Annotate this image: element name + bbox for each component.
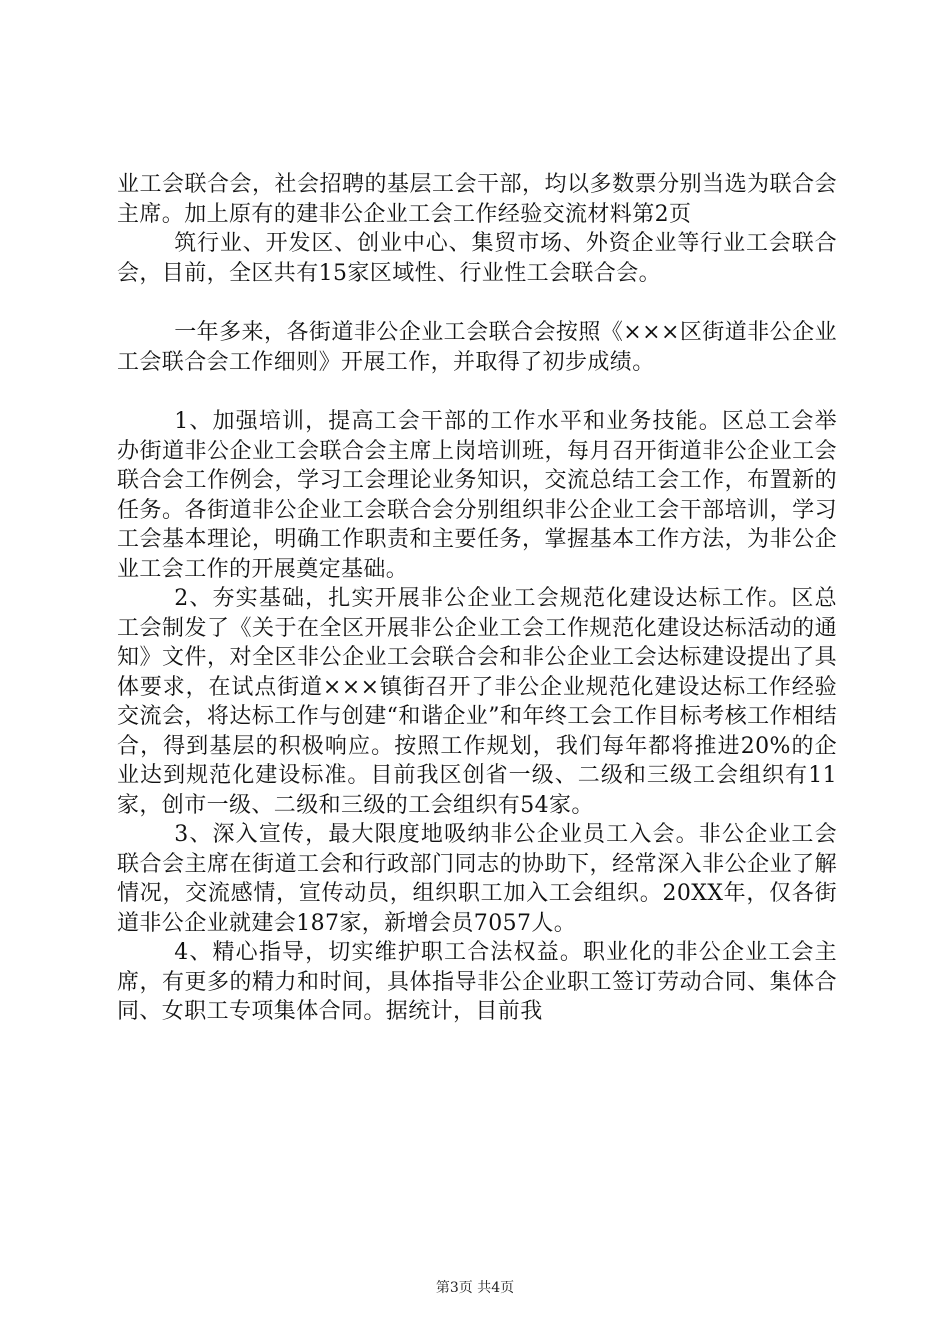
paragraph-federations: 筑行业、开发区、创业中心、集贸市场、外资企业等行业工会联合会，目前，全区共有15家区域性、行业性工会联合会。: [117, 231, 837, 286]
paragraph-guidance: 4、精心指导，切实维护职工合法权益。职业化的非公企业工会主席，有更多的精力和时间，具体指导非公企业职工签订劳动合同、集体合同、女职工专项集体合同。据统计，目前我: [117, 940, 837, 1024]
paragraph-continuation: 业工会联合会，社会招聘的基层工会干部，均以多数票分别当选为联合会主席。加上原有的建非公企业工会工作经验交流材料第2页: [117, 172, 837, 227]
paragraph-publicity: 3、深入宣传，最大限度地吸纳非公企业员工入会。非公企业工会联合会主席在街道工会和行政部门同志的协助下，经常深入非公企业了解情况，交流感情，宣传动员，组织职工加入工会组织。20XX年，仅各街道非公企业就建会187家，新增会员7057人。: [117, 822, 837, 936]
paragraph-standardization: 2、夯实基础，扎实开展非公企业工会规范化建设达标工作。区总工会制发了《关于在全区开展非公企业工会工作规范化建设达标活动的通知》文件，对全区非公企业工会联合会和非公企业工会达标建设提出了具体要求，在试点街道×××镇街召开了非公企业规范化建设达标工作经验交流会，将达标工作与创建“和谐企业”和年终工会工作目标考核工作相结合，得到基层的积极响应。按照工作规划，我们每年都将推进20%的企业达到规范化建设标准。目前我区创省一级、二级和三级工会组织有11家，创市一级、二级和三级的工会组织有54家。: [117, 586, 837, 818]
paragraph-training: 1、加强培训，提高工会干部的工作水平和业务技能。区总工会举办街道非公企业工会联合会主席上岗培训班，每月召开街道非公企业工会联合会工作例会，学习工会理论业务知识，交流总结工会工作，布置新的任务。各街道非公企业工会联合会分别组织非公企业工会干部培训，学习工会基本理论，明确工作职责和主要任务，掌握基本工作方法，为非公企业工会工作的开展奠定基础。: [117, 409, 837, 582]
document-body: [117, 170, 837, 1027]
page-footer: 第3页 共4页: [435, 1280, 515, 1296]
paragraph-overview: 一年多来，各街道非公企业工会联合会按照《×××区街道非公企业工会联合会工作细则》开展工作，并取得了初步成绩。: [117, 320, 837, 375]
